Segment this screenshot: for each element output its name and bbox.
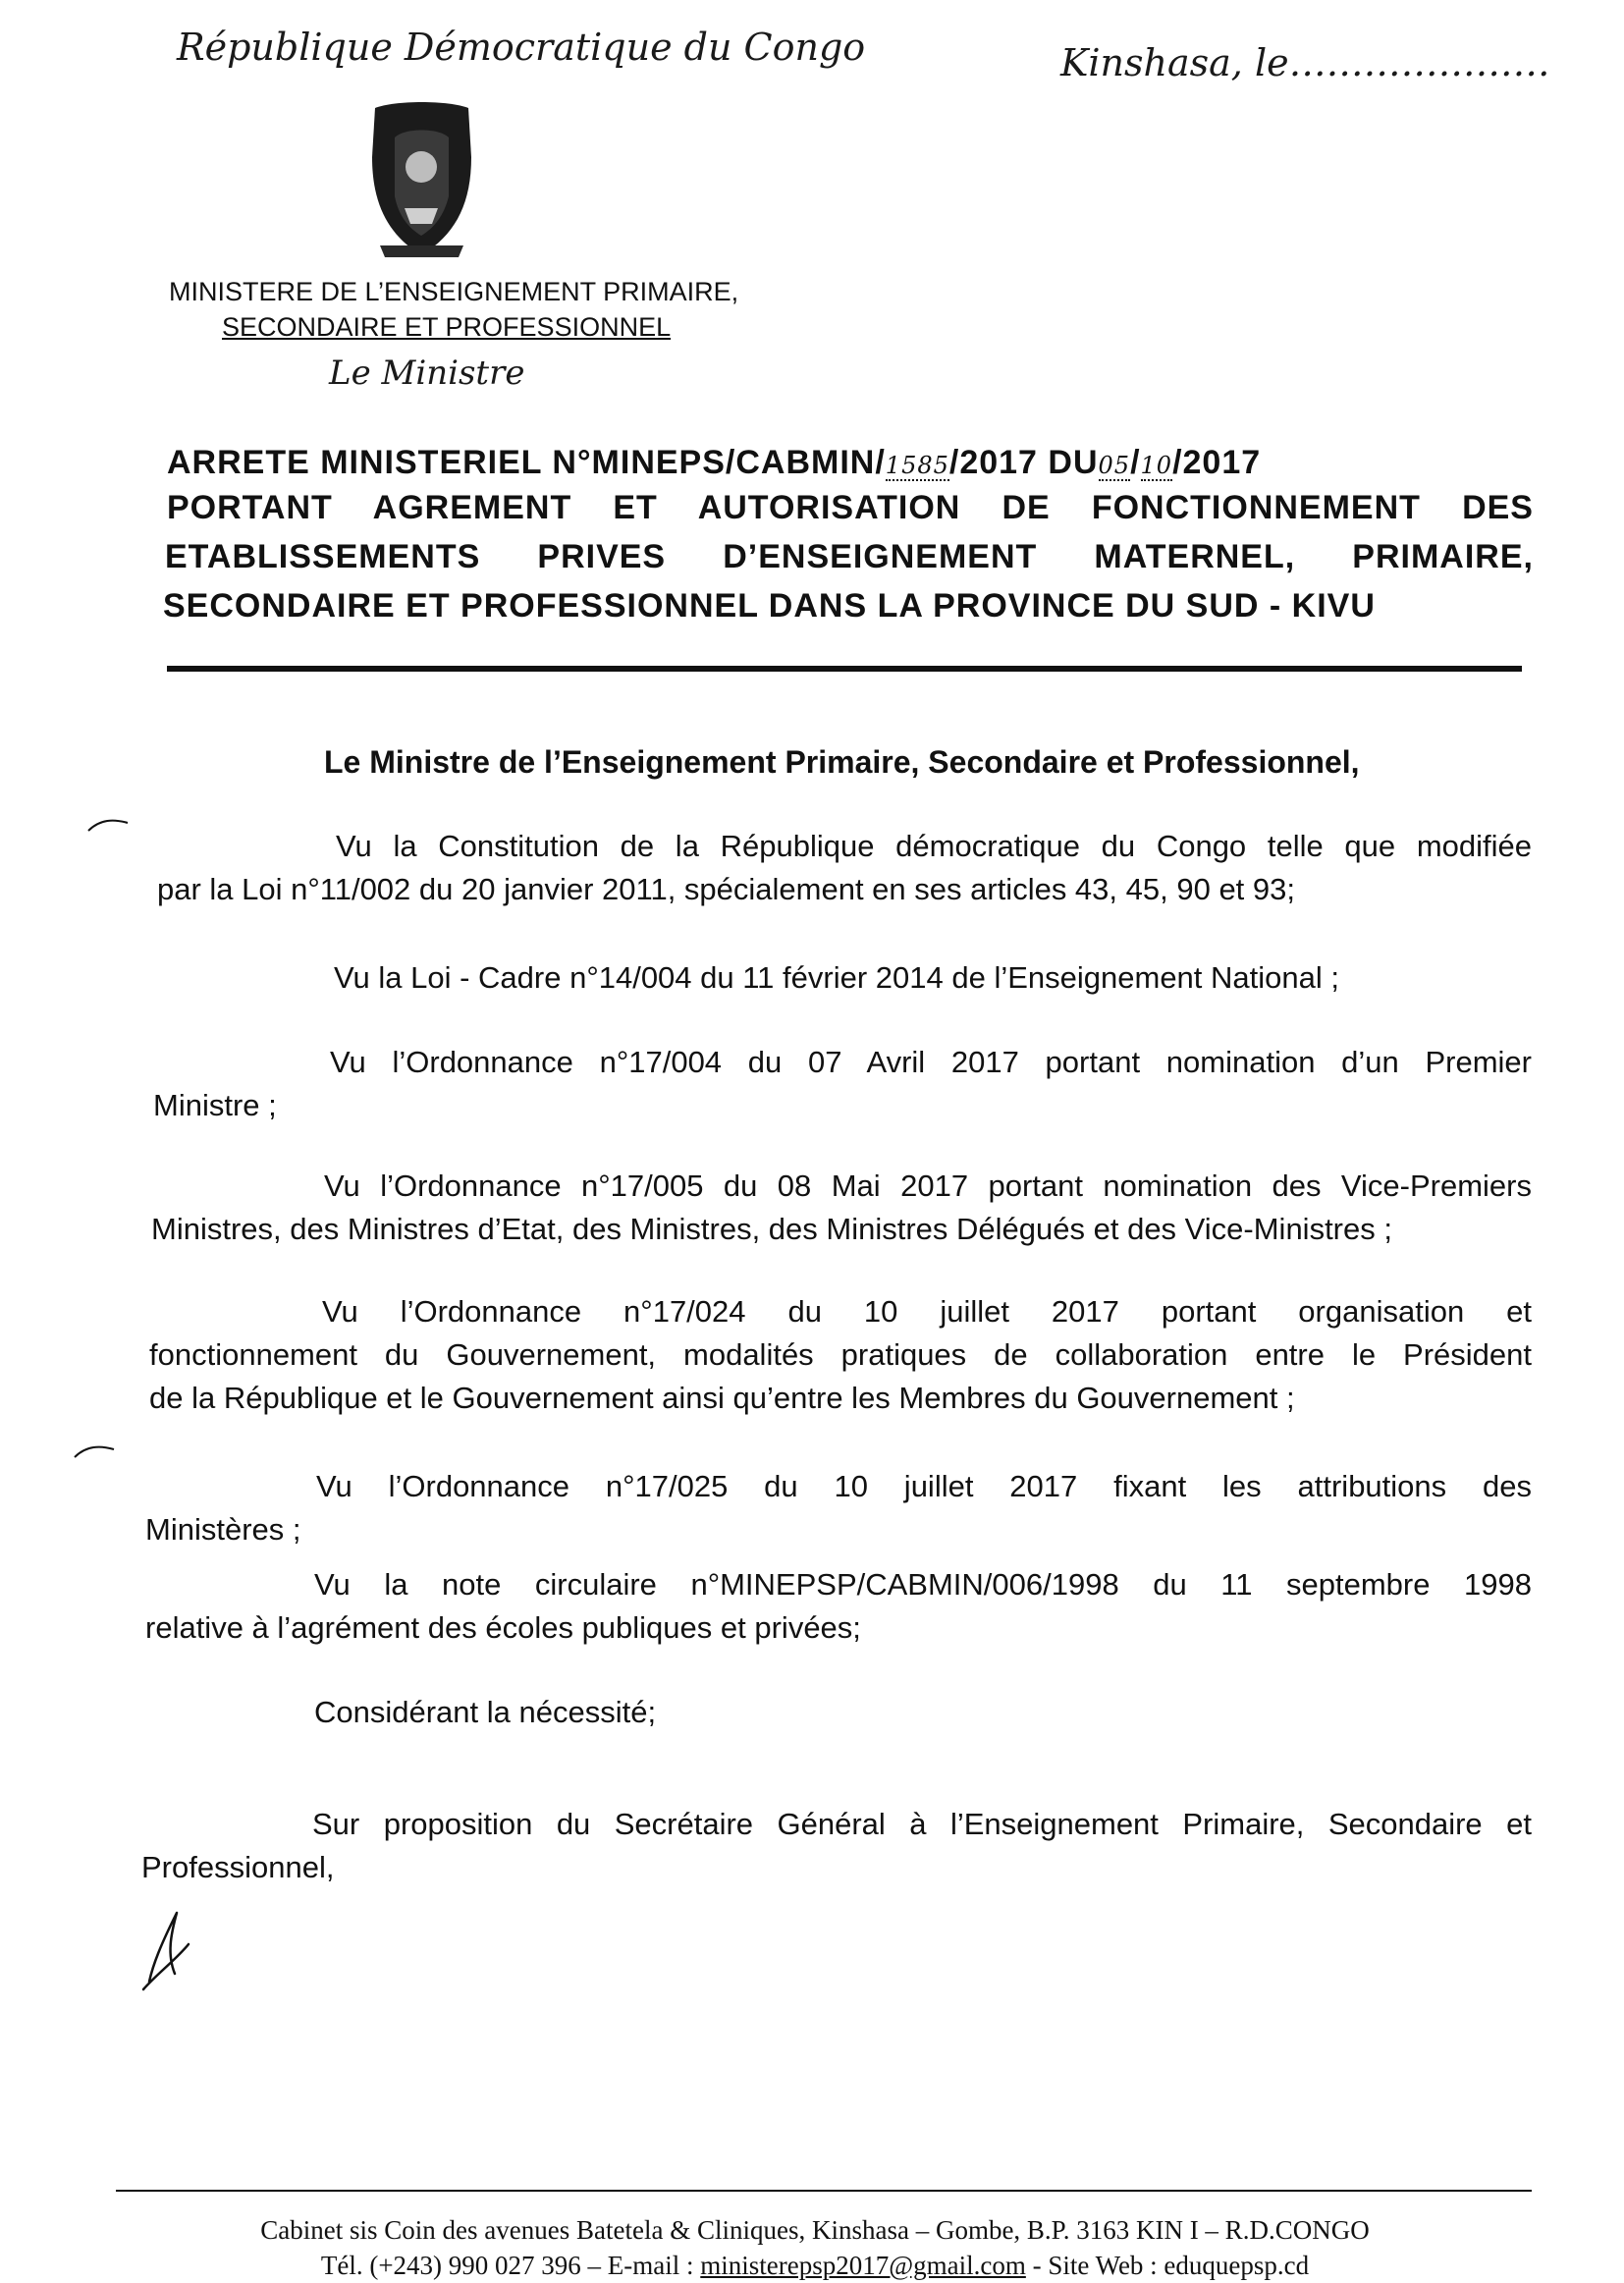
paragraph-ordonnance-005-line-2: Ministres, des Ministres d’Etat, des Ministres, des Ministres Délégués et des Vice-Ministres ; <box>151 1212 1392 1246</box>
paragraph-ordonnance-024-line-1: Vu l’Ordonnance n°17/024 du 10 juillet 2017 portant organisation et <box>322 1294 1532 1329</box>
paragraph-ordonnance-024-line-3: de la République et le Gouvernement ainsi qu’entre les Membres du Gouvernement ; <box>149 1381 1295 1415</box>
paragraph-constitution-line-1: Vu la Constitution de la République démocratique du Congo telle que modifiée <box>336 829 1532 863</box>
ref-part-2: /2017 DU <box>948 444 1099 481</box>
paragraph-ordonnance-004-line-2: Ministre ; <box>153 1088 277 1122</box>
ministry-line-1: MINISTERE DE L’ENSEIGNEMENT PRIMAIRE, <box>169 277 739 306</box>
paragraph-proposition-line-1: Sur proposition du Secrétaire Général à l’Enseignement Primaire, Secondaire et <box>312 1807 1532 1841</box>
coat-of-arms-icon <box>365 98 478 265</box>
margin-mark-1 <box>84 815 134 835</box>
paragraph-ordonnance-025-line-1: Vu l’Ordonnance n°17/025 du 10 juillet 2017 fixant les attributions des <box>316 1469 1532 1503</box>
paragraph-ordonnance-024-line-2: fonctionnement du Gouvernement, modalités pratiques de collaboration entre le Président <box>149 1337 1532 1372</box>
paragraph-note-circulaire-line-2: relative à l’agrément des écoles publiques et privées; <box>145 1610 861 1645</box>
initials-mark <box>137 1905 196 1993</box>
place-date: Kinshasa, le………………… <box>1060 41 1550 84</box>
paragraph-proposition-line-2: Professionnel, <box>141 1850 335 1884</box>
footer-phone: Tél. (+243) 990 027 396 – E-mail : <box>320 2251 701 2280</box>
paragraph-considerant: Considérant la nécessité; <box>314 1695 657 1729</box>
paragraph-ordonnance-005-line-1: Vu l’Ordonnance n°17/005 du 08 Mai 2017 portant nomination des Vice-Premiers <box>324 1169 1532 1203</box>
paragraph-ordonnance-025-line-2: Ministères ; <box>145 1512 301 1547</box>
ref-month: 10 <box>1140 452 1173 479</box>
republic-heading: République Démocratique du Congo <box>177 26 866 69</box>
ref-number: 1585 <box>885 452 949 479</box>
decree-title-line-2: PORTANT AGREMENT ET AUTORISATION DE FONCTIONNEMENT DES <box>167 489 1534 526</box>
minister-signature-title: Le Ministre <box>329 353 525 393</box>
ministry-line-2: SECONDAIRE ET PROFESSIONNEL <box>222 312 672 342</box>
decree-title-line-3: ETABLISSEMENTS PRIVES D’ENSEIGNEMENT MATERNEL, PRIMAIRE, <box>165 538 1534 575</box>
paragraph-constitution-line-2: par la Loi n°11/002 du 20 janvier 2011, spécialement en ses articles 43, 45, 90 et 93; <box>157 872 1296 906</box>
title-divider <box>167 666 1522 672</box>
footer-email-link[interactable]: ministerepsp2017@gmail.com <box>700 2251 1026 2280</box>
ref-part-3: /2017 <box>1172 444 1262 481</box>
paragraph-note-circulaire-line-1: Vu la note circulaire n°MINEPSP/CABMIN/006/1998 du 11 septembre 1998 <box>314 1567 1532 1602</box>
margin-mark-2 <box>71 1441 120 1461</box>
footer-website: - Site Web : eduquepsp.cd <box>1025 2251 1310 2280</box>
ref-day: 05 <box>1098 452 1131 479</box>
paragraph-ordonnance-004-line-1: Vu l’Ordonnance n°17/004 du 07 Avril 2017 portant nomination d’un Premier <box>330 1045 1532 1079</box>
decree-title-line-4: SECONDAIRE ET PROFESSIONNEL DANS LA PROVINCE DU SUD - KIVU <box>163 587 1376 625</box>
footer-address: Cabinet sis Coin des avenues Batetela & Cliniques, Kinshasa – Gombe, B.P. 3163 KIN I – R.D.CONGO <box>260 2215 1370 2245</box>
decree-reference: ARRETE MINISTERIEL N°MINEPS/CABMIN/1585/2017 DU05/10/2017 <box>167 444 1262 481</box>
body-heading: Le Ministre de l’Enseignement Primaire, Secondaire et Professionnel, <box>324 744 1360 780</box>
ref-part-1: ARRETE MINISTERIEL N°MINEPS/CABMIN/ <box>167 444 886 481</box>
footer-divider <box>116 2190 1532 2192</box>
paragraph-loi-cadre: Vu la Loi - Cadre n°14/004 du 11 février 2014 de l’Enseignement National ; <box>334 960 1339 995</box>
footer-contact <box>157 2251 1473 2281</box>
